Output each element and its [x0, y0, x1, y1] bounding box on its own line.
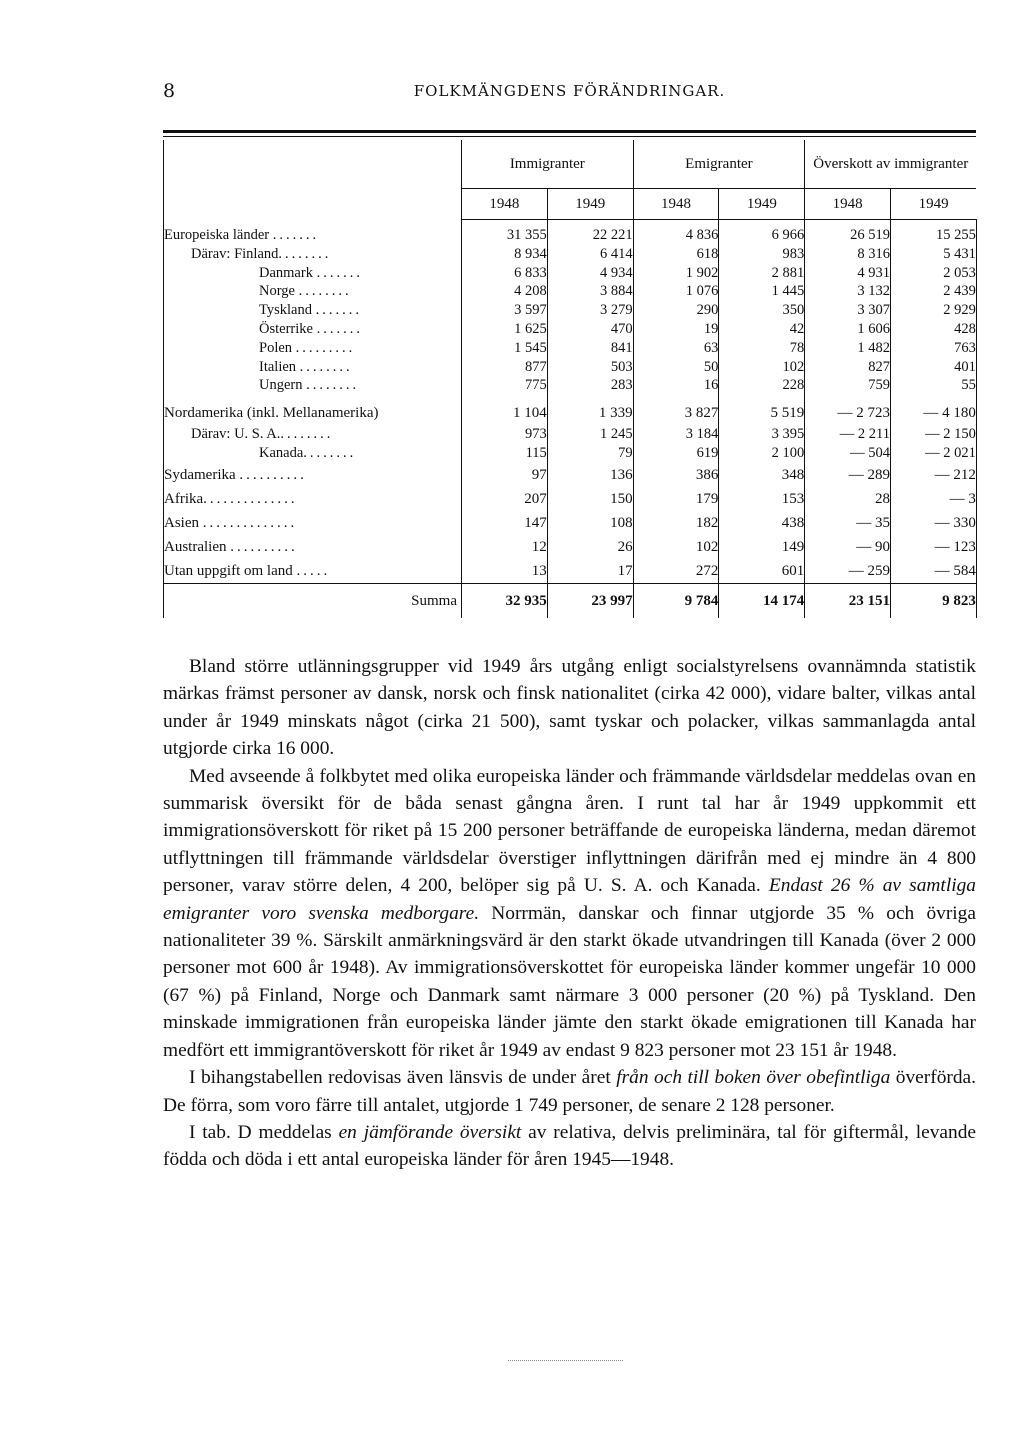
year-header: 1949: [547, 189, 633, 220]
emphasis: Endast 26 % av samtliga emigranter voro svenska medborgare.: [163, 875, 976, 924]
top-rule: [163, 130, 976, 133]
table-row: Tyskland ....... 3 597 3 279 290 350 3 307 2 929: [164, 301, 977, 320]
cell: 1 445: [719, 282, 805, 301]
cell: 147: [462, 511, 548, 535]
row-label: Summa: [164, 583, 462, 618]
cell: 348: [719, 463, 805, 487]
summa-row: [164, 583, 977, 618]
cell: 1 606: [805, 320, 891, 339]
table-row: [164, 401, 977, 425]
cell: 2 053: [891, 264, 977, 283]
cell: 150: [547, 487, 633, 511]
cell: — 259: [805, 559, 891, 584]
cell: 3 279: [547, 301, 633, 320]
cell: 4 931: [805, 264, 891, 283]
cell: — 584: [891, 559, 977, 584]
cell: — 2 150: [891, 425, 977, 444]
row-label: Italien: [259, 358, 297, 375]
cell: — 289: [805, 463, 891, 487]
cell: 1 482: [805, 339, 891, 358]
paragraph: Bland större utlänningsgrupper vid 1949 års utgång enligt socialstyrelsens ovannämnda statistik märkas främst personer av dansk, norsk och finsk nationalitet (cirka 42 000), vidare balter, vilkas antal under år 1949 minskats något (cirka 21 500), samt tyskar och polacker, vilkas sammanlagda antal utgjorde cirka 16 000.: [163, 656, 976, 760]
cell: 13: [462, 559, 548, 584]
cell: 2 929: [891, 301, 977, 320]
year-header: 1949: [719, 189, 805, 220]
body-text: [163, 653, 976, 1174]
year-header: 1948: [633, 189, 719, 220]
cell: 6 966: [719, 226, 805, 245]
cell: 3 184: [633, 425, 719, 444]
cell: 32 935: [462, 583, 548, 618]
paragraph: Med avseende å folkbytet med olika europeiska länder och främmande världsdelar meddelas ovan en summarisk översikt för de båda senast gångna åren. I runt tal har år 1949 uppkommit ett immigrationsöverskott för riket på 15 200 personer beträffande de europeiska länderna, medan däremot utflyttningen till främmande världsdelar överstiger inflyttningen därifrån med ej mindre än 4 800 personer, varav större delen, 4 200, belöper sig på U. S. A. och Kanada. Endast 26 % av samtliga emigranter voro svenska medborgare. Norrmän, danskar och finnar utgjorde 35 % och övriga nationaliteter 39 %. Särskilt anmärkningsvärd är den starkt ökade utvandringen till Kanada (över 2 000 personer mot 600 år 1948). Av immigrationsöverskottet för europeiska länder kommer ungefär 10 000 (67 %) på Finland, Norge och Danmark samt närmare 3 000 personer (20 %) på Tyskland. Den minskade immigrationen från europeiska länder jämte den starkt ökade emigrationen till Kanada har medfört ett immigrantöverskott för riket år 1949 av endast 9 823 personer mot 23 151 år 1948.: [163, 765, 976, 1061]
cell: 877: [462, 358, 548, 377]
cell: — 2 211: [805, 425, 891, 444]
table-row: Europeiska länder ....... 31 355 22 221 4 836 6 966 26 519 15 255: [164, 227, 976, 243]
row-label: Afrika: [164, 490, 204, 507]
cell: 63: [633, 339, 719, 358]
table-row: Australien .......... 12 26 102 149 — 90 — 123: [164, 535, 977, 559]
row-label: Europeiska länder: [164, 227, 270, 243]
cell: 50: [633, 358, 719, 377]
row-label: Ungern: [259, 377, 303, 394]
header-overskott: Överskott av immigranter: [805, 140, 977, 189]
cell: 8 316: [805, 245, 891, 264]
cell: 1 104: [462, 401, 548, 425]
row-label: Utan uppgift om land: [164, 562, 293, 579]
cell: 108: [547, 511, 633, 535]
cell: 827: [805, 358, 891, 377]
paragraph: I bihangstabellen redovisas även länsvis de under året från och till boken över obefintliga överförda. De förra, som voro färre till antalet, utgjorde 1 749 personer, de senare 2 128 personer.: [163, 1067, 976, 1116]
cell: 23 151: [805, 583, 891, 618]
cell: 9 784: [633, 583, 719, 618]
cell: 1 076: [633, 282, 719, 301]
row-label: Tyskland: [259, 302, 312, 319]
cell: 2 439: [891, 282, 977, 301]
top-rule-thin: [163, 136, 976, 137]
cell: — 2 021: [891, 444, 977, 463]
cell: 23 997: [547, 583, 633, 618]
cell: 619: [633, 444, 719, 463]
year-header: 1948: [462, 189, 548, 220]
paragraph: I tab. D meddelas en jämförande översikt av relativa, delvis preliminära, tal för giftermål, levande födda och döda i ett antal europeiska länder för åren 1945—1948.: [163, 1121, 976, 1171]
cell: 763: [891, 339, 977, 358]
cell: 4 836: [633, 226, 719, 245]
page-number: 8: [163, 80, 176, 102]
cell: 1 545: [462, 339, 548, 358]
cell: 15 255: [891, 226, 977, 245]
cell: 5 519: [719, 401, 805, 425]
row-label: Nordamerika (inkl. Mellanamerika): [164, 401, 462, 425]
table-row: Kanada........ 115 79 619 2 100 — 504 — 2 021: [164, 444, 977, 463]
cell: 153: [719, 487, 805, 511]
cell: 182: [633, 511, 719, 535]
cell: 386: [633, 463, 719, 487]
table-row: Danmark ....... 6 833 4 934 1 902 2 881 4 931 2 053: [164, 264, 977, 283]
row-label: Asien: [164, 514, 199, 531]
table-row: Polen ......... 1 545 841 63 78 1 482 763: [164, 339, 977, 358]
cell: 470: [547, 320, 633, 339]
cell: 5 431: [891, 245, 977, 264]
cell: 4 208: [462, 282, 548, 301]
cell: 19: [633, 320, 719, 339]
cell: 3 827: [633, 401, 719, 425]
table-row: Österrike ....... 1 625 470 19 42 1 606 428: [164, 320, 977, 339]
table-row: Ungern ........ 775 283 16 228 759 55: [164, 376, 977, 395]
cell: 618: [633, 245, 719, 264]
cell: — 35: [805, 511, 891, 535]
cell: 775: [462, 376, 548, 395]
cell: 8 934: [462, 245, 548, 264]
cell: — 504: [805, 444, 891, 463]
cell: 28: [805, 487, 891, 511]
cell: 438: [719, 511, 805, 535]
cell: 503: [547, 358, 633, 377]
row-label: Australien: [164, 538, 227, 555]
cell: 1 625: [462, 320, 548, 339]
cell: 983: [719, 245, 805, 264]
cell: 1 339: [547, 401, 633, 425]
cell: 9 823: [891, 583, 977, 618]
cell: — 90: [805, 535, 891, 559]
cell: 102: [633, 535, 719, 559]
cell: 115: [462, 444, 548, 463]
cell: 1 902: [633, 264, 719, 283]
cell: 16: [633, 376, 719, 395]
cell: 228: [719, 376, 805, 395]
emphasis: en jämförande översikt: [338, 1121, 522, 1143]
cell: 3 132: [805, 282, 891, 301]
cell: 136: [547, 463, 633, 487]
table-row: Därav: U. S. A......... 973 1 245 3 184 3 395 — 2 211 — 2 150: [164, 425, 977, 444]
year-header: 1949: [891, 189, 977, 220]
cell: 759: [805, 376, 891, 395]
page-header: [163, 80, 976, 104]
cell: 26 519: [805, 226, 891, 245]
table-row: Norge ........ 4 208 3 884 1 076 1 445 3 132 2 439: [164, 282, 977, 301]
cell: 283: [547, 376, 633, 395]
cell: 22 221: [547, 226, 633, 245]
cell: 428: [891, 320, 977, 339]
cell: 149: [719, 535, 805, 559]
year-header: 1948: [805, 189, 891, 220]
row-label: Kanada: [259, 444, 304, 461]
cell: 841: [547, 339, 633, 358]
cell: 973: [462, 425, 548, 444]
cell: — 212: [891, 463, 977, 487]
cell: 55: [891, 376, 977, 395]
cell: 290: [633, 301, 719, 320]
table-row: Utan uppgift om land ..... 13 17 272 601 — 259 — 584: [164, 559, 977, 584]
cell: 3 884: [547, 282, 633, 301]
footer-rule: [508, 1360, 623, 1362]
cell: 3 395: [719, 425, 805, 444]
cell: — 3: [891, 487, 977, 511]
table-row: Sydamerika .......... 97 136 386 348 — 289 — 212: [164, 463, 977, 487]
row-label: Polen: [259, 339, 293, 356]
cell: 207: [462, 487, 548, 511]
cell: — 330: [891, 511, 977, 535]
cell: 350: [719, 301, 805, 320]
header-immigranter: Immigranter: [462, 140, 634, 189]
header-emigranter: Emigranter: [633, 140, 805, 189]
table-row: Afrika.............. 207 150 179 153 28 — 3: [164, 487, 977, 511]
emphasis: från och till boken över obefintliga: [616, 1067, 891, 1089]
cell: 401: [891, 358, 977, 377]
cell: 272: [633, 559, 719, 584]
cell: 2 881: [719, 264, 805, 283]
row-label: Därav: Finland: [191, 245, 279, 262]
cell: 26: [547, 535, 633, 559]
cell: 31 355: [462, 226, 548, 245]
cell: 2 100: [719, 444, 805, 463]
cell: 179: [633, 487, 719, 511]
cell: — 123: [891, 535, 977, 559]
cell: 6 414: [547, 245, 633, 264]
cell: 12: [462, 535, 548, 559]
cell: 78: [719, 339, 805, 358]
stub-header: [164, 140, 462, 220]
cell: 3 597: [462, 301, 548, 320]
cell: 97: [462, 463, 548, 487]
running-title: FOLKMÄNGDENS FÖRÄNDRINGAR.: [413, 82, 726, 100]
row-label: Norge: [259, 283, 295, 300]
cell: — 4 180: [891, 401, 977, 425]
row-label: Österrike: [259, 320, 313, 337]
cell: 14 174: [719, 583, 805, 618]
row-label: Därav: U. S. A.: [191, 426, 281, 443]
cell: 601: [719, 559, 805, 584]
cell: 6 833: [462, 264, 548, 283]
cell: 79: [547, 444, 633, 463]
cell: — 2 723: [805, 401, 891, 425]
migration-table: [163, 140, 977, 618]
row-label: Sydamerika: [164, 466, 236, 483]
table-row: Italien ........ 877 503 50 102 827 401: [164, 358, 977, 377]
cell: 102: [719, 358, 805, 377]
table-row: Därav: Finland........ 8 934 6 414 618 983 8 316 5 431: [164, 245, 977, 264]
cell: 17: [547, 559, 633, 584]
cell: 42: [719, 320, 805, 339]
table-row: Asien .............. 147 108 182 438 — 35 — 330: [164, 511, 977, 535]
cell: 1 245: [547, 425, 633, 444]
row-label: Danmark: [259, 264, 313, 281]
cell: 4 934: [547, 264, 633, 283]
cell: 3 307: [805, 301, 891, 320]
